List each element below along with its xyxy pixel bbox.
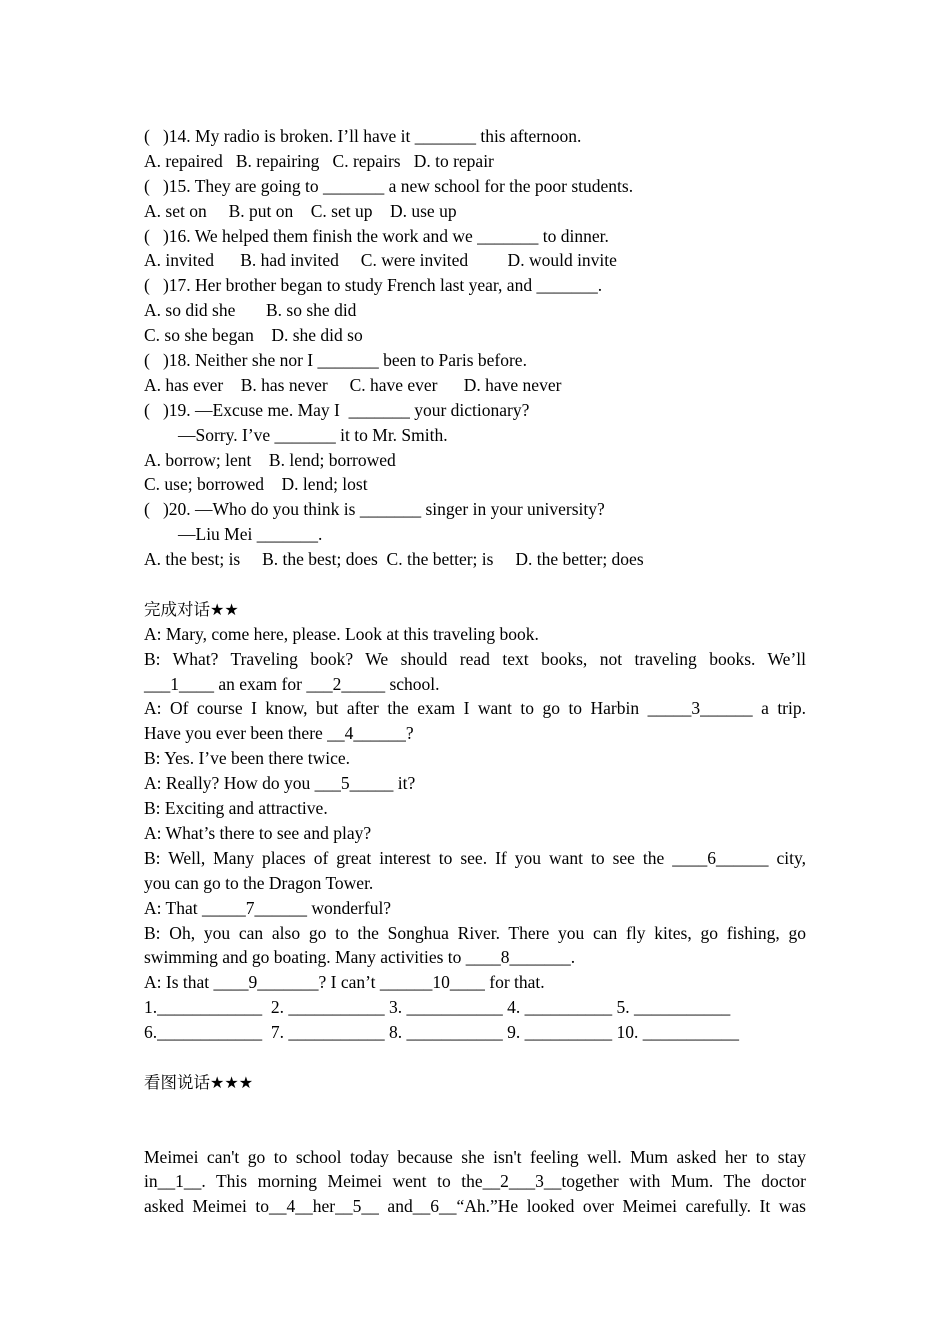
question-block — [144, 348, 806, 398]
section-title: 完成对话 — [144, 599, 210, 619]
section-title: 看图说话 — [144, 1072, 210, 1092]
question-block — [144, 224, 806, 274]
difficulty-stars: ★★★ — [210, 1072, 254, 1092]
difficulty-stars: ★★ — [210, 599, 239, 619]
dialogue-line: B: Exciting and attractive. — [144, 798, 328, 819]
spacer — [144, 1095, 806, 1145]
question-stem: ( )17. Her brother began to study French last year, and _______. — [144, 275, 603, 296]
passage-line: asked Meimei to__4__her__5__ and__6__“Ah.”He looked over Meimei carefully. It was — [144, 1196, 806, 1217]
passage-line: in__1__. This morning Meimei went to the__2___3__together with Mum. The doctor — [144, 1171, 806, 1192]
dialogue-line: A: What’s there to see and play? — [144, 822, 372, 843]
passage-line: Meimei can't go to school today because she isn't feeling well. Mum asked her to stay — [144, 1146, 806, 1167]
question-block — [144, 497, 806, 572]
question-block — [144, 273, 806, 348]
question-options: A. has ever B. has never C. have ever D. have never — [144, 374, 562, 395]
question-options: A. so did she B. so she did — [144, 300, 357, 321]
document-page — [144, 124, 806, 1219]
section-heading-dialogue — [144, 597, 806, 622]
dialogue-line: ___1____ an exam for ___2_____ school. — [144, 673, 440, 694]
question-stem: ( )18. Neither she nor I _______ been to Paris before. — [144, 350, 527, 371]
question-stem: ( )15. They are going to _______ a new school for the poor students. — [144, 175, 634, 196]
dialogue-line: B: Yes. I’ve been there twice. — [144, 748, 351, 769]
question-stem: ( )16. We helped them finish the work and we _______ to dinner. — [144, 225, 609, 246]
dialogue-line: A: Of course I know, but after the exam I want to go to Harbin _____3______ a trip. — [144, 698, 806, 719]
dialogue-line: A: Mary, come here, please. Look at this traveling book. — [144, 623, 539, 644]
question-stem: ( )20. —Who do you think is _______ singer in your university? — [144, 499, 605, 520]
question-block — [144, 398, 806, 498]
question-options: A. repaired B. repairing C. repairs D. to repair — [144, 150, 494, 171]
question-reply: —Sorry. I’ve _______ it to Mr. Smith. — [178, 424, 448, 445]
dialogue-line: A: That _____7______ wonderful? — [144, 897, 392, 918]
answer-blanks: 6.____________ 7. ___________ 8. ___________ 9. __________ 10. ___________ — [144, 1022, 739, 1043]
question-options: C. so she began D. she did so — [144, 325, 363, 346]
spacer — [144, 1045, 806, 1070]
dialogue-line: A: Really? How do you ___5_____ it? — [144, 773, 416, 794]
dialogue-line: B: Well, Many places of great interest to see. If you want to see the ____6______ city, — [144, 847, 806, 868]
dialogue-line: swimming and go boating. Many activities to ____8_______. — [144, 947, 576, 968]
question-stem: ( )19. —Excuse me. May I _______ your dictionary? — [144, 399, 530, 420]
dialogue-line: you can go to the Dragon Tower. — [144, 872, 374, 893]
question-block — [144, 174, 806, 224]
dialogue-line: B: What? Traveling book? We should read text books, not traveling books. We’ll — [144, 648, 806, 669]
section-heading-picture-talk — [144, 1070, 806, 1095]
dialogue-line: B: Oh, you can also go to the Songhua River. There you can fly kites, go fishing, go — [144, 922, 806, 943]
answer-blanks: 1.____________ 2. ___________ 3. ___________ 4. __________ 5. ___________ — [144, 997, 731, 1018]
question-options: A. borrow; lent B. lend; borrowed — [144, 449, 396, 470]
question-options: A. invited B. had invited C. were invited D. would invite — [144, 250, 617, 271]
question-stem: ( )14. My radio is broken. I’ll have it _______ this afternoon. — [144, 126, 582, 146]
question-block — [144, 124, 806, 174]
question-reply: —Liu Mei _______. — [178, 524, 323, 545]
spacer — [144, 572, 806, 597]
question-options: A. set on B. put on C. set up D. use up — [144, 200, 457, 221]
dialogue-line: A: Is that ____9_______? I can’t ______10____ for that. — [144, 972, 545, 993]
question-options: A. the best; is B. the best; does C. the better; is D. the better; does — [144, 549, 644, 570]
question-options: C. use; borrowed D. lend; lost — [144, 474, 368, 495]
dialogue-line: Have you ever been there __4______? — [144, 723, 414, 744]
